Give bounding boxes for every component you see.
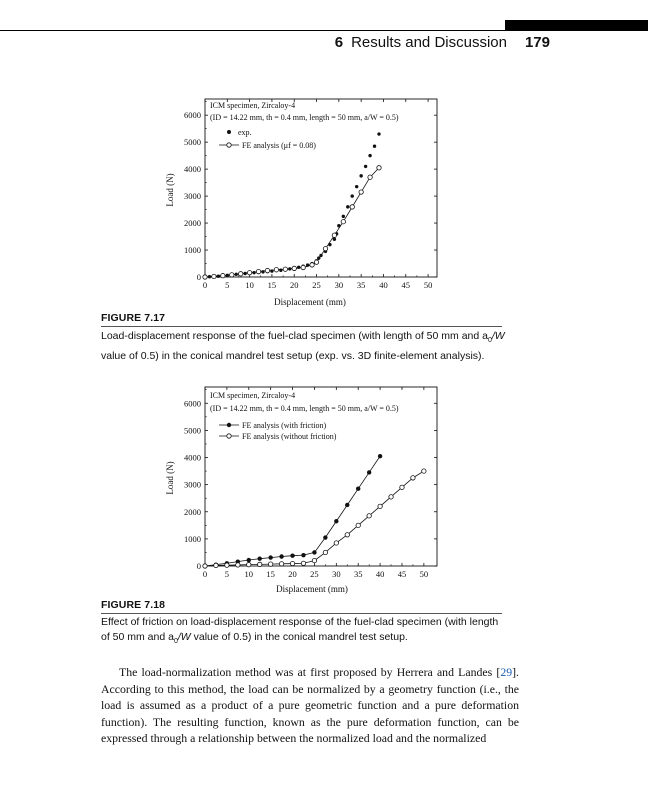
data-point: [333, 238, 336, 241]
data-point: [268, 562, 272, 566]
y-tick-label: 3000: [184, 191, 201, 202]
data-point: [290, 553, 294, 557]
data-point: [310, 263, 314, 267]
data-point: [345, 503, 349, 507]
figure-7-18-label: FIGURE 7.18: [101, 599, 166, 611]
y-tick-label: 6000: [184, 110, 201, 121]
x-tick-label: 20: [289, 280, 299, 290]
y-tick-label: 5000: [184, 425, 201, 436]
data-point: [221, 273, 225, 277]
data-point: [389, 495, 393, 499]
data-point: [238, 272, 242, 276]
chart-annotation-line2: (ID = 14.22 mm, th = 0.4 mm, length = 50 mm, a/W = 0.5): [210, 404, 399, 413]
x-tick-label: 10: [244, 569, 254, 579]
legend-marker-with-friction: [227, 423, 231, 427]
y-tick-label: 1000: [184, 245, 201, 256]
y-tick-label: 1000: [184, 533, 201, 544]
plot-frame: [205, 387, 437, 566]
y-tick-label: 5000: [184, 137, 201, 148]
data-point: [364, 165, 367, 168]
y-tick-label: 4000: [184, 164, 201, 175]
data-point: [355, 185, 358, 188]
y-tick-label: 0: [196, 272, 201, 282]
data-point: [356, 523, 360, 527]
legend-marker-exp: [227, 130, 231, 134]
data-point: [378, 504, 382, 508]
x-tick-label: 10: [245, 280, 254, 290]
x-tick-label: 45: [401, 280, 411, 290]
data-point: [332, 233, 336, 237]
data-point: [301, 561, 305, 565]
data-point: [212, 274, 216, 278]
y-tick-label: 3000: [184, 479, 201, 490]
data-point: [256, 269, 260, 273]
plot-frame: [205, 99, 437, 277]
y-tick-label: 2000: [184, 506, 201, 517]
data-point: [345, 533, 349, 537]
chapter-number: 6: [334, 34, 344, 51]
data-point: [378, 454, 382, 458]
data-point: [247, 270, 251, 274]
header-bar: [505, 20, 648, 30]
data-point: [323, 535, 327, 539]
data-point: [274, 268, 278, 272]
data-point: [351, 194, 354, 197]
y-axis-label: Load (N): [165, 461, 175, 495]
data-point: [334, 519, 338, 523]
figure-7-17-rule: [101, 326, 502, 327]
data-point: [247, 562, 251, 566]
figure-7-18-rule: [101, 613, 502, 614]
data-point: [377, 166, 381, 170]
legend-label-without-friction: FE analysis (without friction): [242, 432, 337, 441]
data-point: [247, 558, 251, 562]
data-point: [214, 563, 218, 567]
data-point: [422, 469, 426, 473]
y-tick-label: 2000: [184, 218, 201, 229]
chart-annotation-line1: ICM specimen, Zircaloy-4: [210, 101, 296, 110]
data-point: [301, 265, 305, 269]
x-tick-label: 40: [375, 569, 385, 579]
chart-annotation-line2: (ID = 14.22 mm, th = 0.4 mm, length = 50 mm, a/W = 0.5): [210, 113, 399, 122]
data-point: [367, 470, 371, 474]
figure-7-18-caption: Effect of friction on load-displacement response of the fuel-clad specimen (with length of 50 mm and $a_0/W$ value of 0.5) in the conical mandrel test setup.: [101, 616, 499, 645]
x-tick-label: 40: [379, 280, 388, 290]
data-point: [356, 487, 360, 491]
series-line-1: [205, 456, 380, 566]
figure-7-17-chart: [150, 96, 450, 311]
data-point: [290, 561, 294, 565]
figure-7-17-caption: Load-displacement response of the fuel-clad specimen (with length of 50 mm and $a_0/W$ value of 0.5) in the conical mandrel test setup (exp. vs. 3D finite-element analysis).: [101, 330, 505, 362]
figure-7-18-chart: [150, 384, 450, 599]
y-tick-label: 4000: [184, 452, 201, 463]
data-point: [342, 215, 345, 218]
x-tick-label: 45: [397, 569, 407, 579]
data-point: [346, 205, 349, 208]
header-rule: [0, 30, 648, 31]
data-point: [292, 266, 296, 270]
data-point: [268, 555, 272, 559]
citation-link[interactable]: 29: [500, 665, 513, 679]
data-point: [368, 175, 372, 179]
data-point: [411, 476, 415, 480]
data-point: [203, 275, 207, 279]
data-point: [334, 541, 338, 545]
data-point: [258, 556, 262, 560]
x-tick-label: 25: [310, 569, 319, 579]
data-point: [279, 554, 283, 558]
data-point: [359, 174, 362, 177]
data-point: [400, 485, 404, 489]
data-point: [373, 144, 376, 147]
page-number: 179: [524, 34, 550, 51]
series-line-2: [205, 168, 379, 277]
x-tick-label: 35: [356, 280, 366, 290]
data-point: [297, 266, 300, 269]
data-point: [367, 514, 371, 518]
x-tick-label: 30: [334, 280, 344, 290]
data-point: [368, 154, 371, 157]
data-point: [314, 260, 318, 264]
data-point: [359, 190, 363, 194]
x-tick-label: 0: [202, 280, 208, 290]
y-tick-label: 0: [196, 561, 201, 571]
x-axis-label: Displacement (mm): [274, 297, 346, 307]
data-point: [225, 563, 229, 567]
x-axis-label: Displacement (mm): [276, 584, 348, 594]
x-tick-label: 0: [202, 569, 208, 579]
legend-marker-fe: [227, 143, 231, 147]
x-tick-label: 50: [419, 569, 429, 579]
data-point: [279, 562, 283, 566]
data-point: [230, 273, 234, 277]
chapter-title: Results and Discussion: [351, 34, 507, 51]
data-point: [203, 564, 207, 568]
x-tick-label: 30: [332, 569, 341, 579]
data-point: [377, 132, 380, 135]
data-point: [312, 550, 316, 554]
x-tick-label: 25: [312, 280, 321, 290]
data-point: [301, 553, 305, 557]
data-point: [323, 246, 327, 250]
y-axis-label: Load (N): [165, 173, 175, 207]
legend-label-exp: exp.: [238, 128, 252, 137]
x-tick-label: 15: [266, 569, 275, 579]
legend-label-fe: FE analysis (μf = 0.08): [242, 141, 316, 150]
data-point: [258, 562, 262, 566]
x-tick-label: 5: [224, 569, 230, 579]
data-point: [265, 268, 269, 272]
x-tick-label: 35: [353, 569, 363, 579]
data-point: [312, 558, 316, 562]
chart-annotation-line1: ICM specimen, Zircaloy-4: [210, 391, 296, 400]
data-point: [350, 205, 354, 209]
data-point: [323, 550, 327, 554]
body-paragraph: The load-normalization method was at first proposed by Herrera and Landes [29]. According to this method, the load can be normalized by a geometry function (i.e., the load is assumed as a product of a pure geometric function and a pure deformation function). The resulting function, known as the pure deformation function, can be expressed through a relationship between the normalized load and the normalized: [101, 665, 519, 745]
running-head: [300, 34, 550, 51]
x-tick-label: 20: [288, 569, 297, 579]
x-tick-label: 5: [225, 280, 230, 290]
figure-7-17-label: FIGURE 7.17: [101, 312, 166, 324]
data-point: [341, 220, 345, 224]
x-tick-label: 50: [423, 280, 433, 290]
x-tick-label: 15: [267, 280, 277, 290]
y-tick-label: 6000: [184, 398, 201, 409]
legend-marker-without-friction: [227, 434, 231, 438]
data-point: [283, 267, 287, 271]
legend-label-with-friction: FE analysis (with friction): [242, 421, 327, 430]
data-point: [236, 563, 240, 567]
